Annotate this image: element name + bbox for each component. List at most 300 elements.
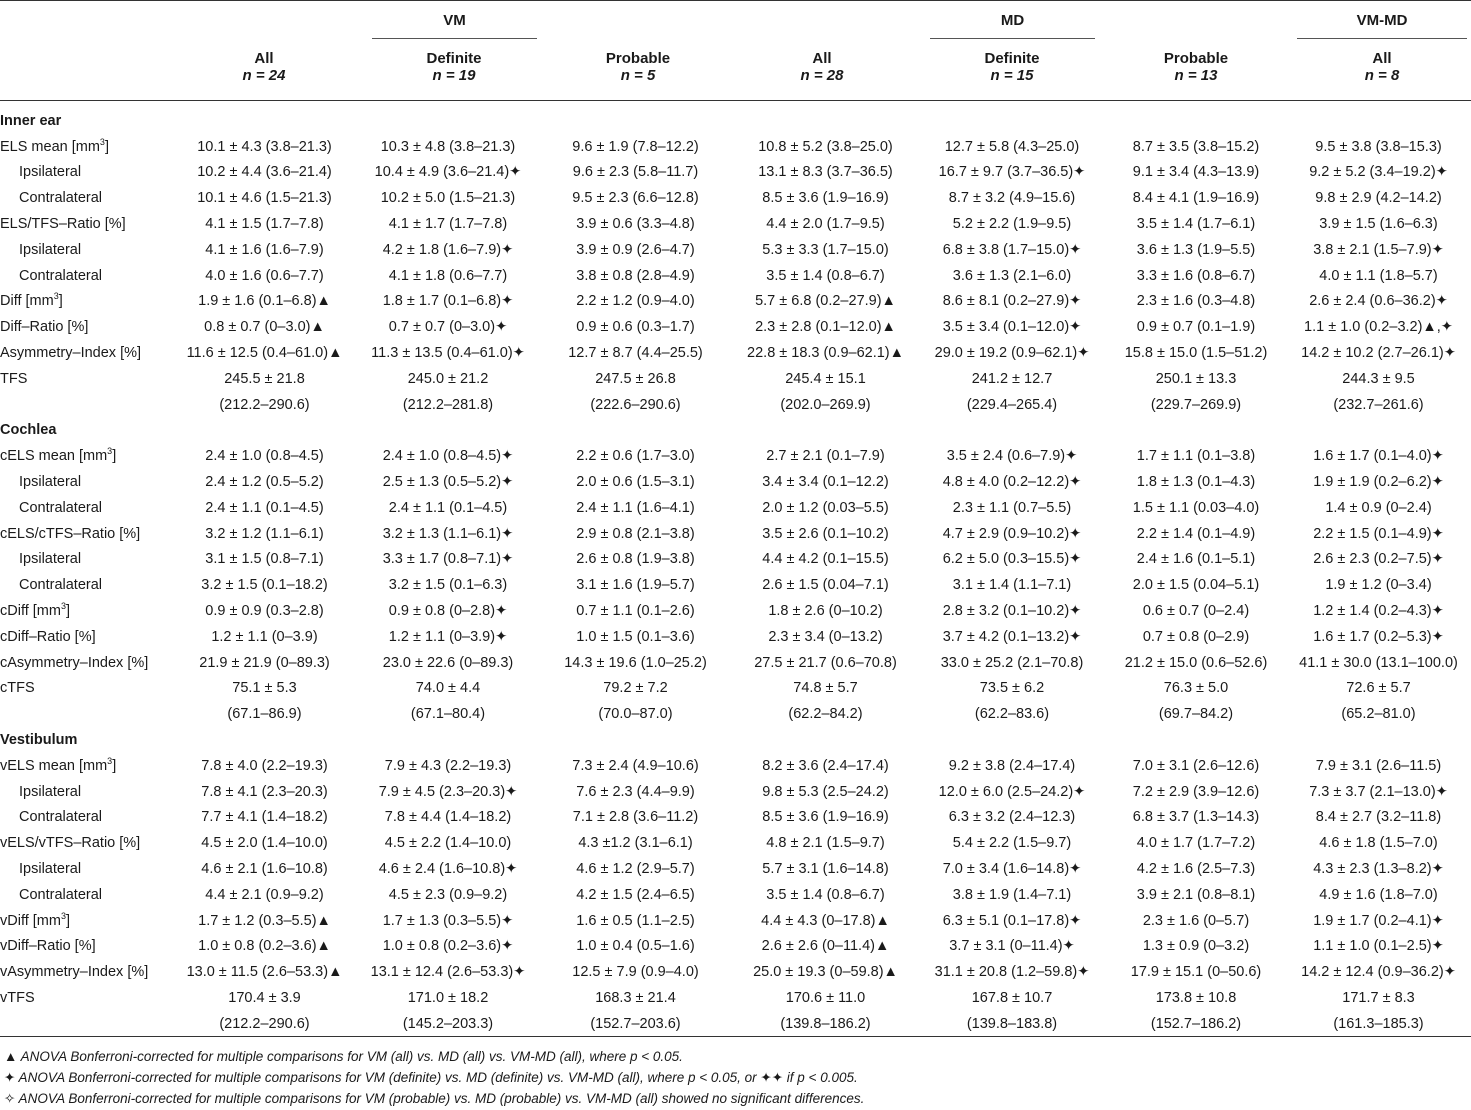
table-cell: (212.2–290.6) [219, 396, 310, 413]
table-cell: (62.2–84.2) [788, 706, 863, 723]
table-cell: 4.2 ± 1.8 (1.6–7.9)✦ [382, 241, 514, 258]
row-label [0, 392, 171, 418]
table-cell: 173.8 ± 10.8 [1155, 989, 1237, 1006]
table-cell: 9.2 ± 3.8 (2.4–17.4) [948, 757, 1076, 774]
table-cell: 1.2 ± 1.1 (0–3.9) [211, 628, 318, 645]
row-label [0, 1011, 171, 1037]
group-header-vm-md: VM-MD [1356, 12, 1408, 29]
table-cell: 0.9 ± 0.6 (0.3–1.7) [576, 319, 695, 336]
row-label: Diff–Ratio [%] [0, 319, 89, 336]
table-cell: 7.1 ± 2.8 (3.6–11.2) [572, 809, 699, 826]
row-label: Diff $[mm^3]$ [0, 291, 63, 310]
table-cell: (69.7–84.2) [1158, 706, 1234, 723]
table-cell: 9.1 ± 3.4 (4.3–13.9) [1132, 164, 1260, 181]
table-cell: 9.8 ± 5.3 (2.5–24.2) [762, 783, 889, 800]
table-cell: 4.3 ±1.2 (3.1–6.1) [578, 835, 693, 852]
row-label: Contralateral [19, 499, 103, 516]
table-cell: 9.8 ± 2.9 (4.2–14.2) [1315, 190, 1442, 207]
table-cell: 1.0 ± 0.8 (0.2–3.6)▲ [198, 938, 331, 955]
table-cell: 10.4 ± 4.9 (3.6–21.4)✦ [374, 164, 522, 181]
table-cell: 8.5 ± 3.6 (1.9–16.9) [762, 809, 889, 826]
row-label [0, 701, 171, 727]
table-cell: 4.6 ± 2.4 (1.6–10.8)✦ [378, 861, 518, 877]
table-cell: 4.8 ± 4.0 (0.2–12.2)✦ [942, 474, 1082, 491]
table-cell: (65.2–81.0) [1341, 706, 1416, 723]
table-cell: 3.5 ± 2.6 (0.1–10.2) [762, 525, 889, 542]
table-cell: 4.4 ± 4.2 (0.1–15.5) [762, 551, 889, 568]
table-cell: 6.8 ± 3.8 (1.7–15.0)✦ [942, 241, 1082, 258]
table-cell: 10.3 ± 4.8 (3.8–21.3) [380, 138, 516, 155]
column-header [548, 50, 728, 84]
table-cell: 3.1 ± 1.5 (0.8–7.1) [205, 551, 324, 568]
row-label: vTFS [0, 989, 35, 1006]
table-cell: (212.2–281.8) [402, 396, 494, 413]
table-cell: 2.8 ± 3.2 (0.1–10.2)✦ [942, 603, 1082, 620]
table-cell: 4.0 ± 1.6 (0.6–7.7) [205, 267, 324, 284]
table-cell: 3.2 ± 1.5 (0.1–18.2) [201, 577, 328, 594]
table-cell: 4.9 ± 1.6 (1.8–7.0) [1319, 886, 1438, 903]
table-cell: 2.0 ± 0.6 (1.5–3.1) [576, 474, 695, 491]
table-cell: 2.4 ± 1.1 (1.6–4.1) [576, 499, 695, 516]
table-cell: (232.7–261.6) [1333, 396, 1424, 413]
table-cell: 245.0 ± 21.2 [407, 370, 489, 387]
table-cell: 21.9 ± 21.9 (0–89.3) [199, 654, 330, 671]
table-cell: 14.3 ± 19.6 (1.0–25.2) [564, 654, 707, 671]
table-row [0, 934, 1471, 960]
table-row [0, 676, 1471, 702]
column-header [1292, 50, 1471, 84]
table-cell: 4.1 ± 1.5 (1.7–7.8) [205, 216, 324, 233]
table-cell: 9.5 ± 3.8 (3.8–15.3) [1315, 138, 1442, 155]
table-cell: 241.2 ± 12.7 [971, 370, 1053, 387]
table-cell: 3.2 ± 1.5 (0.1–6.3) [388, 577, 508, 594]
table-cell: 16.7 ± 9.7 (3.7–36.5)✦ [938, 164, 1086, 181]
table-cell: 3.8 ± 0.8 (2.8–4.9) [576, 267, 695, 284]
table-cell: 12.7 ± 5.8 (4.3–25.0) [944, 138, 1080, 155]
row-label: Asymmetry–Index [%] [0, 345, 142, 362]
table-row [0, 134, 1471, 160]
table-cell: 3.5 ± 1.4 (0.8–6.7) [766, 267, 885, 284]
table-cell: (62.2–83.6) [974, 706, 1050, 723]
table-cell: 2.4 ± 1.0 (0.8–4.5) [205, 448, 324, 465]
table-cell: 2.3 ± 1.1 (0.7–5.5) [952, 499, 1072, 516]
table-cell: 76.3 ± 5.0 [1163, 680, 1229, 697]
table-cell: 171.0 ± 18.2 [407, 989, 489, 1006]
table-cell: 3.7 ± 4.2 (0.1–13.2)✦ [942, 628, 1082, 645]
table-cell: 2.6 ± 0.8 (1.9–3.8) [576, 551, 695, 568]
table-cell: (212.2–290.6) [219, 1015, 310, 1032]
row-label: ELS/TFS–Ratio [%] [0, 216, 126, 233]
table-cell: 2.2 ± 1.4 (0.1–4.9) [1136, 525, 1256, 542]
table-cell: (229.4–265.4) [966, 396, 1058, 413]
table-cell: 1.8 ± 1.3 (0.1–4.3) [1136, 474, 1256, 491]
table-row [0, 830, 1471, 856]
table-cell: 2.9 ± 0.8 (2.1–3.8) [576, 525, 695, 542]
table-cell: 4.2 ± 1.6 (2.5–7.3) [1136, 861, 1256, 877]
table-row [0, 805, 1471, 831]
table-cell: 2.2 ± 0.6 (1.7–3.0) [576, 448, 695, 465]
table-cell: 1.6 ± 1.7 (0.1–4.0)✦ [1313, 448, 1444, 465]
table-cell: 10.8 ± 5.2 (3.8–25.0) [758, 138, 893, 155]
table-row [0, 882, 1471, 908]
table-cell: 3.7 ± 3.1 (0–11.4)✦ [949, 938, 1075, 955]
table-cell: 7.3 ± 2.4 (4.9–10.6) [572, 757, 699, 774]
column-header [174, 50, 354, 84]
table-cell: 3.4 ± 3.4 (0.1–12.2) [762, 474, 889, 491]
table-row [0, 908, 1471, 934]
column-header-n: n = 28 [800, 67, 844, 84]
table-row [0, 547, 1471, 573]
table-cell: 170.4 ± 3.9 [228, 989, 301, 1006]
table-cell: 21.2 ± 15.0 (0.6–52.6) [1124, 654, 1268, 671]
table-cell: 13.1 ± 12.4 (2.6–53.3)✦ [370, 964, 526, 981]
table-cell: 72.6 ± 5.7 [1346, 680, 1411, 697]
table-row [0, 701, 1471, 727]
table-cell: 3.5 ± 1.4 (0.8–6.7) [766, 886, 885, 903]
table-cell: 5.7 ± 6.8 (0.2–27.9)▲ [755, 293, 896, 310]
section-heading: Inner ear [0, 112, 62, 129]
table-cell: (202.0–269.9) [780, 396, 871, 413]
column-header-label: Probable [605, 50, 671, 67]
section-row [0, 727, 1471, 753]
section-row [0, 418, 1471, 444]
table-row [0, 624, 1471, 650]
table-cell: 1.7 ± 1.1 (0.1–3.8) [1136, 448, 1256, 465]
table-cell: (67.1–80.4) [410, 706, 486, 723]
table-cell: 4.6 ± 1.2 (2.9–5.7) [576, 861, 695, 877]
table-cell: 1.1 ± 1.0 (0.2–3.2)▲,✦ [1304, 319, 1453, 336]
table-cell: 2.0 ± 1.2 (0.03–5.5) [762, 499, 889, 516]
table-row [0, 289, 1471, 315]
table-cell: 4.0 ± 1.1 (1.8–5.7) [1319, 267, 1438, 284]
group-header-vm: VM [443, 12, 466, 29]
row-label: cDiff $[mm^3]$ [0, 601, 70, 620]
table-cell: 9.2 ± 5.2 (3.4–19.2)✦ [1309, 164, 1448, 181]
table-cell: 2.4 ± 1.6 (0.1–5.1) [1136, 551, 1256, 568]
table-cell: 10.2 ± 4.4 (3.6–21.4) [197, 164, 332, 181]
table-cell: 3.1 ± 1.4 (1.1–7.1) [952, 577, 1072, 594]
row-label: Contralateral [19, 577, 103, 594]
table-cell: 4.4 ± 2.1 (0.9–9.2) [205, 886, 324, 903]
row-label: Ipsilateral [19, 241, 82, 258]
table-cell: 5.2 ± 2.2 (1.9–9.5) [952, 216, 1072, 233]
table-cell: 3.6 ± 1.3 (2.1–6.0) [952, 267, 1072, 284]
table-row [0, 211, 1471, 237]
table-cell: 79.2 ± 7.2 [603, 680, 668, 697]
table-cell: 244.3 ± 9.5 [1342, 370, 1415, 387]
table-cell: 25.0 ± 19.3 (0–59.8)▲ [753, 964, 898, 981]
table-cell: 0.9 ± 0.9 (0.3–2.8) [205, 603, 324, 620]
table-cell: 2.4 ± 1.0 (0.8–4.5)✦ [382, 448, 514, 465]
bottom-rule [0, 1036, 1471, 1037]
row-label: vAsymmetry–Index [%] [0, 964, 149, 981]
table-cell: 167.8 ± 10.7 [971, 989, 1053, 1006]
table-cell: 7.9 ± 3.1 (2.6–11.5) [1315, 757, 1442, 774]
table-cell: (222.6–290.6) [590, 396, 681, 413]
table-cell: 3.5 ± 2.4 (0.6–7.9)✦ [946, 448, 1078, 465]
table-cell: 8.7 ± 3.2 (4.9–15.6) [948, 190, 1076, 207]
table-cell: (229.7–269.9) [1150, 396, 1242, 413]
row-label: Contralateral [19, 267, 103, 284]
table-cell: 245.5 ± 21.8 [224, 370, 305, 387]
table-cell: 8.6 ± 8.1 (0.2–27.9)✦ [942, 293, 1082, 310]
table-row [0, 185, 1471, 211]
row-label: Contralateral [19, 190, 103, 207]
table-cell: 1.7 ± 1.3 (0.3–5.5)✦ [382, 912, 514, 929]
table-cell: 0.9 ± 0.8 (0–2.8)✦ [388, 603, 508, 620]
table-cell: 1.9 ± 1.2 (0–3.4) [1325, 577, 1432, 594]
table-cell: 8.4 ± 2.7 (3.2–11.8) [1315, 809, 1442, 826]
table-row [0, 856, 1471, 882]
table-row [0, 650, 1471, 676]
table-cell: 4.3 ± 2.3 (1.3–8.2)✦ [1313, 861, 1444, 877]
table-cell: 23.0 ± 22.6 (0–89.3) [382, 654, 514, 671]
row-label: Contralateral [19, 886, 103, 903]
table-row [0, 753, 1471, 779]
table-cell: 1.6 ± 1.7 (0.2–5.3)✦ [1313, 628, 1444, 645]
row-label: Ipsilateral [19, 551, 82, 568]
table-row [0, 443, 1471, 469]
table-cell: 17.9 ± 15.1 (0–50.6) [1130, 964, 1262, 981]
table-cell: 3.3 ± 1.7 (0.8–7.1)✦ [382, 551, 514, 568]
table-cell: 4.5 ± 2.2 (1.4–10.0) [384, 835, 512, 852]
table-cell: (152.7–203.6) [590, 1015, 681, 1032]
table-cell: 11.3 ± 13.5 (0.4–61.0)✦ [371, 345, 525, 362]
table-cell: 73.5 ± 6.2 [979, 680, 1045, 697]
table-cell: 41.1 ± 30.0 (13.1–100.0) [1299, 654, 1458, 671]
table-row [0, 521, 1471, 547]
footnote-open-star: ✧ ANOVA Bonferroni-corrected for multiple comparisons for VM (probable) vs. MD (probable) vs. VM-MD (all) showed no significant differences. [4, 1091, 865, 1106]
row-label: cTFS [0, 680, 35, 697]
column-header [364, 50, 544, 84]
table-cell: 31.1 ± 20.8 (1.2–59.8)✦ [934, 964, 1090, 981]
row-label: Ipsilateral [19, 861, 82, 877]
table-body [0, 108, 1471, 1037]
table-cell: 4.1 ± 1.6 (1.6–7.9) [205, 241, 324, 258]
table-cell: 7.0 ± 3.4 (1.6–14.8)✦ [942, 861, 1082, 877]
table-cell: 3.5 ± 1.4 (1.7–6.1) [1136, 216, 1256, 233]
table-cell: 4.4 ± 2.0 (1.7–9.5) [766, 216, 885, 233]
row-label: vDiff–Ratio [%] [0, 938, 96, 955]
table-row [0, 366, 1471, 392]
table-cell: 0.7 ± 0.7 (0–3.0)✦ [388, 319, 508, 336]
table-cell: 2.2 ± 1.2 (0.9–4.0) [576, 293, 695, 310]
table-cell: 33.0 ± 25.2 (2.1–70.8) [940, 654, 1084, 671]
table-cell: 1.9 ± 1.9 (0.2–6.2)✦ [1313, 474, 1444, 491]
table-cell: 11.6 ± 12.5 (0.4–61.0)▲ [186, 345, 343, 362]
table-row [0, 985, 1471, 1011]
table-cell: 3.9 ± 0.6 (3.3–4.8) [576, 216, 695, 233]
table-cell: 9.6 ± 2.3 (5.8–11.7) [572, 164, 699, 181]
table-cell: 168.3 ± 21.4 [595, 989, 676, 1006]
table-cell: 2.4 ± 1.1 (0.1–4.5) [388, 499, 508, 516]
column-header-label: Definite [984, 50, 1040, 67]
table-cell: 4.8 ± 2.1 (1.5–9.7) [766, 835, 885, 852]
table-cell: 1.2 ± 1.4 (0.2–4.3)✦ [1313, 603, 1444, 620]
table-cell: 27.5 ± 21.7 (0.6–70.8) [754, 654, 897, 671]
table-cell: 5.3 ± 3.3 (1.7–15.0) [762, 241, 889, 258]
row-label: cELS/cTFS–Ratio [%] [0, 525, 141, 542]
table-cell: 7.6 ± 2.3 (4.4–9.9) [576, 783, 695, 800]
table-cell: 9.6 ± 1.9 (7.8–12.2) [572, 138, 699, 155]
table-cell: 7.9 ± 4.5 (2.3–20.3)✦ [378, 783, 518, 800]
table-cell: 7.8 ± 4.1 (2.3–20.3) [201, 783, 328, 800]
table-cell: 3.8 ± 1.9 (1.4–7.1) [952, 886, 1072, 903]
table-cell: 0.7 ± 1.1 (0.1–2.6) [576, 603, 695, 620]
table-cell: 6.3 ± 3.2 (2.4–12.3) [948, 809, 1076, 826]
table-cell: 2.3 ± 2.8 (0.1–12.0)▲ [755, 319, 896, 336]
section-heading: Cochlea [0, 422, 57, 439]
row-label: Ipsilateral [19, 474, 82, 491]
table-cell: 7.8 ± 4.4 (1.4–18.2) [384, 809, 512, 826]
table-cell: 250.1 ± 13.3 [1155, 370, 1237, 387]
table-cell: 2.6 ± 2.4 (0.6–36.2)✦ [1309, 293, 1448, 310]
table-cell: 4.5 ± 2.0 (1.4–10.0) [201, 835, 328, 852]
table-cell: (139.8–183.8) [966, 1015, 1058, 1032]
table-cell: 1.2 ± 1.1 (0–3.9)✦ [388, 628, 508, 645]
column-header-label: Probable [1163, 50, 1229, 67]
table-row [0, 263, 1471, 289]
table-cell: 0.6 ± 0.7 (0–2.4) [1142, 603, 1250, 620]
table-cell: 3.6 ± 1.3 (1.9–5.5) [1136, 241, 1256, 258]
table-cell: 2.2 ± 1.5 (0.1–4.9)✦ [1313, 525, 1444, 542]
group-underline-vm [372, 38, 537, 39]
row-label: cELS mean $[mm^3]$ [0, 446, 117, 465]
table-cell: (67.1–86.9) [227, 706, 302, 723]
table-cell: 1.9 ± 1.7 (0.2–4.1)✦ [1313, 912, 1444, 929]
table-cell: 10.1 ± 4.6 (1.5–21.3) [197, 190, 332, 207]
table-cell: 7.7 ± 4.1 (1.4–18.2) [201, 809, 328, 826]
table-cell: 3.2 ± 1.2 (1.1–6.1) [205, 525, 324, 542]
column-header [922, 50, 1102, 84]
row-label: vELS/vTFS–Ratio [%] [0, 835, 141, 852]
table-cell: 1.3 ± 0.9 (0–3.2) [1142, 938, 1250, 955]
table-cell: 247.5 ± 26.8 [595, 370, 676, 387]
row-label: Ipsilateral [19, 783, 82, 800]
table-cell: 4.6 ± 2.1 (1.6–10.8) [201, 861, 328, 877]
table-cell: 3.9 ± 2.1 (0.8–8.1) [1136, 886, 1256, 903]
table-cell: 2.3 ± 1.6 (0.3–4.8) [1136, 293, 1256, 310]
table-cell: 1.5 ± 1.1 (0.03–4.0) [1132, 499, 1260, 516]
table-cell: 0.7 ± 0.8 (0–2.9) [1142, 628, 1250, 645]
table-cell: 3.8 ± 2.1 (1.5–7.9)✦ [1313, 241, 1444, 258]
table-cell: 3.9 ± 0.9 (2.6–4.7) [576, 241, 695, 258]
row-label: cDiff–Ratio [%] [0, 628, 96, 645]
row-label: ELS mean $[mm^3]$ [0, 136, 109, 155]
table-cell: 4.5 ± 2.3 (0.9–9.2) [388, 886, 508, 903]
table-cell: 5.7 ± 3.1 (1.6–14.8) [762, 861, 889, 877]
table-cell: 22.8 ± 18.3 (0.9–62.1)▲ [747, 345, 904, 362]
table-cell: 2.6 ± 2.3 (0.2–7.5)✦ [1313, 551, 1444, 568]
table-row [0, 572, 1471, 598]
table-row [0, 779, 1471, 805]
table-cell: 2.4 ± 1.2 (0.5–5.2) [205, 474, 324, 491]
table-cell: 4.7 ± 2.9 (0.9–10.2)✦ [942, 525, 1082, 542]
data-table [0, 108, 1471, 1037]
table-cell: 1.4 ± 0.9 (0–2.4) [1325, 499, 1432, 516]
table-cell: 7.8 ± 4.0 (2.2–19.3) [201, 757, 328, 774]
table-row [0, 237, 1471, 263]
column-header-label: Definite [426, 50, 482, 67]
footnote-star: ✦ ANOVA Bonferroni-corrected for multiple comparisons for VM (definite) vs. MD (definite) vs. VM-MD (all), where p < 0.05, or ✦✦ if p < 0.005. [4, 1070, 858, 1085]
table-cell: 8.4 ± 4.1 (1.9–16.9) [1132, 190, 1260, 207]
table-cell: 74.8 ± 5.7 [793, 680, 858, 697]
table-cell: 2.6 ± 2.6 (0–11.4)▲ [761, 938, 890, 955]
table-cell: 8.2 ± 3.6 (2.4–17.4) [762, 757, 889, 774]
table-cell: 8.5 ± 3.6 (1.9–16.9) [762, 190, 889, 207]
table-cell: 7.2 ± 2.9 (3.9–12.6) [1132, 783, 1260, 800]
table-cell: 3.3 ± 1.6 (0.8–6.7) [1136, 267, 1256, 284]
table-cell: 13.1 ± 8.3 (3.7–36.5) [758, 164, 893, 181]
header-rule [0, 100, 1471, 101]
table-cell: 1.1 ± 1.0 (0.1–2.5)✦ [1313, 938, 1444, 955]
table-row [0, 1011, 1471, 1037]
table-cell: 1.9 ± 1.6 (0.1–6.8)▲ [198, 293, 331, 310]
table-cell: 4.6 ± 1.8 (1.5–7.0) [1319, 835, 1438, 852]
table-cell: 4.1 ± 1.7 (1.7–7.8) [388, 216, 508, 233]
table-row [0, 598, 1471, 624]
footnotes [4, 1046, 864, 1109]
row-label: vDiff $[mm^3]$ [0, 910, 70, 929]
table-cell: 10.1 ± 4.3 (3.8–21.3) [197, 138, 332, 155]
table-cell: (145.2–203.3) [402, 1015, 494, 1032]
table-cell: 6.8 ± 3.7 (1.3–14.3) [1132, 809, 1260, 826]
table-cell: 4.0 ± 1.7 (1.7–7.2) [1136, 835, 1256, 852]
table-cell: 15.8 ± 15.0 (1.5–51.2) [1124, 345, 1268, 362]
table-cell: 7.3 ± 3.7 (2.1–13.0)✦ [1309, 783, 1448, 800]
table-row [0, 469, 1471, 495]
table-cell: 8.7 ± 3.5 (3.8–15.2) [1132, 138, 1260, 155]
column-header-label: All [1372, 50, 1392, 67]
column-header-n: n = 24 [242, 67, 286, 84]
table-cell: 1.8 ± 2.6 (0–10.2) [768, 603, 883, 620]
table-cell: (152.7–186.2) [1150, 1015, 1242, 1032]
row-label: Contralateral [19, 809, 103, 826]
column-header-n: n = 5 [620, 67, 656, 84]
column-header-n: n = 13 [1174, 67, 1218, 84]
column-header-label: All [254, 50, 274, 67]
table-cell: 2.3 ± 1.6 (0–5.7) [1142, 912, 1250, 929]
table-cell: 2.6 ± 1.5 (0.04–7.1) [762, 577, 889, 594]
table-cell: 7.9 ± 4.3 (2.2–19.3) [384, 757, 512, 774]
table-cell: 1.0 ± 0.4 (0.5–1.6) [576, 938, 695, 955]
table-cell: 10.2 ± 5.0 (1.5–21.3) [380, 190, 516, 207]
table-cell: 4.2 ± 1.5 (2.4–6.5) [576, 886, 695, 903]
table-cell: 1.0 ± 0.8 (0.2–3.6)✦ [382, 938, 514, 955]
section-row [0, 108, 1471, 134]
table-row [0, 392, 1471, 418]
footnote-triangle: ▲ ANOVA Bonferroni-corrected for multiple comparisons for VM (all) vs. MD (all) vs. VM-MD (all), where p < 0.05. [4, 1049, 683, 1064]
column-header-n: n = 15 [990, 67, 1034, 84]
table-cell: 3.2 ± 1.3 (1.1–6.1)✦ [382, 525, 514, 542]
table-cell: 170.6 ± 11.0 [785, 989, 866, 1006]
table-cell: 2.5 ± 1.3 (0.5–5.2)✦ [382, 474, 514, 491]
table-cell: 6.2 ± 5.0 (0.3–15.5)✦ [942, 551, 1082, 568]
top-rule [0, 0, 1471, 1]
column-header-n: n = 8 [1364, 67, 1400, 84]
table-cell: 1.6 ± 0.5 (1.1–2.5) [576, 912, 695, 929]
table-cell: 4.1 ± 1.8 (0.6–7.7) [388, 267, 508, 284]
row-label: TFS [0, 370, 28, 387]
table-cell: 74.0 ± 4.4 [415, 680, 481, 697]
table-cell: 14.2 ± 10.2 (2.7–26.1)✦ [1301, 345, 1456, 362]
row-label: Ipsilateral [19, 164, 82, 181]
table-cell: 3.1 ± 1.6 (1.9–5.7) [576, 577, 695, 594]
table-cell: 75.1 ± 5.3 [232, 680, 297, 697]
table-cell: 12.7 ± 8.7 (4.4–25.5) [568, 345, 703, 362]
table-cell: 3.5 ± 3.4 (0.1–12.0)✦ [942, 319, 1082, 336]
table-cell: 6.3 ± 5.1 (0.1–17.8)✦ [942, 912, 1082, 929]
